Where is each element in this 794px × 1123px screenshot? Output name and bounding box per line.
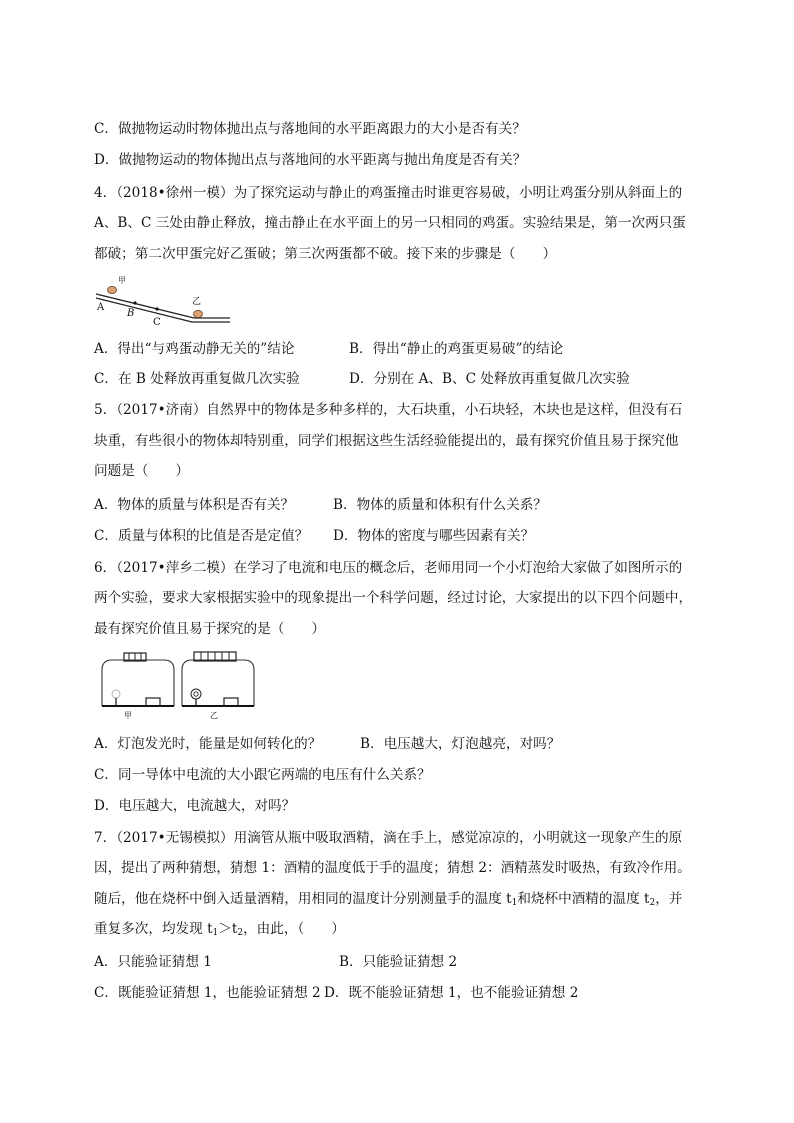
q7-line4-part-b: ＞t [218, 921, 238, 937]
q6-stem-line-3: 最有探究价值且易于探究的是（ ） [94, 621, 326, 637]
q4-stem-line-1: 4．（2018•徐州一模）为了探究运动与静止的鸡蛋撞击时谁更容易破，小明让鸡蛋分别从斜面上的 [94, 185, 683, 201]
q3-option-c: C．做抛物运动时物体抛出点与落地间的水平距离跟力的大小是否有关？ [94, 121, 526, 137]
label-c: C [153, 317, 161, 328]
q7-option-a: A．只能验证猜想 1 [94, 954, 212, 970]
q6-option-a: A．灯泡发光时，能量是如何转化的？ [94, 736, 322, 752]
q7-line3-part-b: 和烧杯中酒精的温度 t [517, 891, 650, 907]
q6-option-c: C．同一导体中电流的大小跟它两端的电压有什么关系？ [94, 767, 431, 783]
incline-top-edge [96, 294, 194, 318]
q7-subscript-t2: 2 [649, 898, 656, 908]
q4-option-c: C．在 B 处释放再重复做几次实验 [94, 371, 300, 387]
q7-subscript-t1: 1 [511, 898, 518, 908]
q5-option-c: C．质量与体积的比值是否是定值？ [94, 528, 309, 544]
q4-stem-line-2: A、B、C 三处由静止释放，撞击静止在水平面上的另一只相同的鸡蛋。实验结果是，第一次两只蛋 [94, 215, 686, 231]
label-yi-circuit: 乙 [210, 711, 218, 720]
label-b: B [127, 308, 135, 319]
label-yi: 乙 [192, 297, 202, 307]
q7-option-d: D．既不能验证猜想 1，也不能验证猜想 2 [324, 985, 579, 1001]
label-jia-circuit: 甲 [124, 711, 132, 720]
q7-line4-part-c: ，由此，（ ） [243, 921, 346, 937]
q4-stem-line-3: 都破；第二次甲蛋完好乙蛋破；第三次两蛋都不破。接下来的步骤是（ ） [94, 246, 557, 262]
q6-stem-line-2: 两个实验，要求大家根据实验中的现象提出一个科学问题，经过讨论，大家提出的以下四个问题中， [94, 590, 693, 606]
label-a: A [97, 302, 105, 313]
q6-option-b: B．电压越大，灯泡越亮，对吗？ [360, 736, 561, 752]
q5-stem-line-1: 5．（2017•济南）自然界中的物体是多种多样的，大石块重，小石块轻，木块也是这样，但没有石 [94, 402, 683, 418]
label-jia: 甲 [118, 276, 126, 285]
q7-subscript-t2-b: 2 [237, 928, 244, 938]
q7-stem-line-2: 因，提出了两种猜想，猜想 1：酒精的温度低于手的温度；猜想 2：酒精蒸发时吸热，有致冷作用。 [94, 860, 691, 876]
q5-option-d: D．物体的密度与哪些因素有关？ [333, 528, 535, 544]
q4-incline-figure [94, 274, 234, 328]
q7-line3-part-c: ，并 [655, 891, 683, 907]
q5-option-b: B．物体的质量和体积有什么关系？ [333, 497, 547, 513]
switch-jia [146, 698, 160, 706]
q3-option-d: D．做抛物运动的物体抛出点与落地间的水平距离与抛出角度是否有关？ [94, 152, 527, 168]
q7-stem-line-1: 7．（2017•无锡模拟）用滴管从瓶中吸取酒精，滴在手上，感觉凉凉的，小明就这一现象产生的原 [94, 830, 683, 846]
circuit-yi [182, 652, 254, 720]
q7-subscript-t1-b: 1 [212, 928, 219, 938]
q7-line4-part-a: 重复多次，均发现 t [94, 921, 213, 937]
q7-option-b: B．只能验证猜想 2 [339, 954, 458, 970]
bulb-yi [191, 689, 201, 699]
q7-option-c: C．既能验证猜想 1，也能验证猜想 2 [94, 985, 321, 1001]
circuit-jia [102, 653, 174, 720]
point-c-dot [155, 307, 158, 310]
q4-option-d: D．分别在 A、B、C 处释放再重复做几次实验 [349, 371, 630, 387]
q5-stem-line-3: 问题是（ ） [94, 463, 190, 479]
q6-stem-line-1: 6．（2017•萍乡二模）在学习了电流和电压的概念后，老师用同一个小灯泡给大家做了如图所示的 [94, 560, 683, 576]
bulb-jia [112, 690, 120, 698]
incline-bottom-edge [96, 298, 192, 322]
q7-stem-line-4 [94, 920, 345, 938]
q6-option-d: D．电压越大，电流越大，对吗？ [94, 798, 296, 814]
egg-yi [194, 310, 203, 317]
q4-option-a: A．得出“与鸡蛋动静无关的”结论 [94, 341, 295, 357]
point-b-dot [133, 301, 136, 304]
q5-stem-line-2: 块重，有些很小的物体却特别重，同学们根据这些生活经验能提出的，最有探究价值且易于探究他 [94, 433, 679, 449]
q6-circuit-figure [94, 648, 258, 722]
q5-option-a: A．物体的质量与体积是否有关？ [94, 497, 295, 513]
egg-jia [108, 286, 117, 293]
q7-line3-part-a: 随后，他在烧杯中倒入适量酒精，用相同的温度计分别测量手的温度 t [94, 891, 512, 907]
switch-yi [224, 698, 238, 706]
q7-stem-line-3 [94, 890, 682, 908]
q4-option-b: B．得出“静止的鸡蛋更易破”的结论 [349, 341, 564, 357]
